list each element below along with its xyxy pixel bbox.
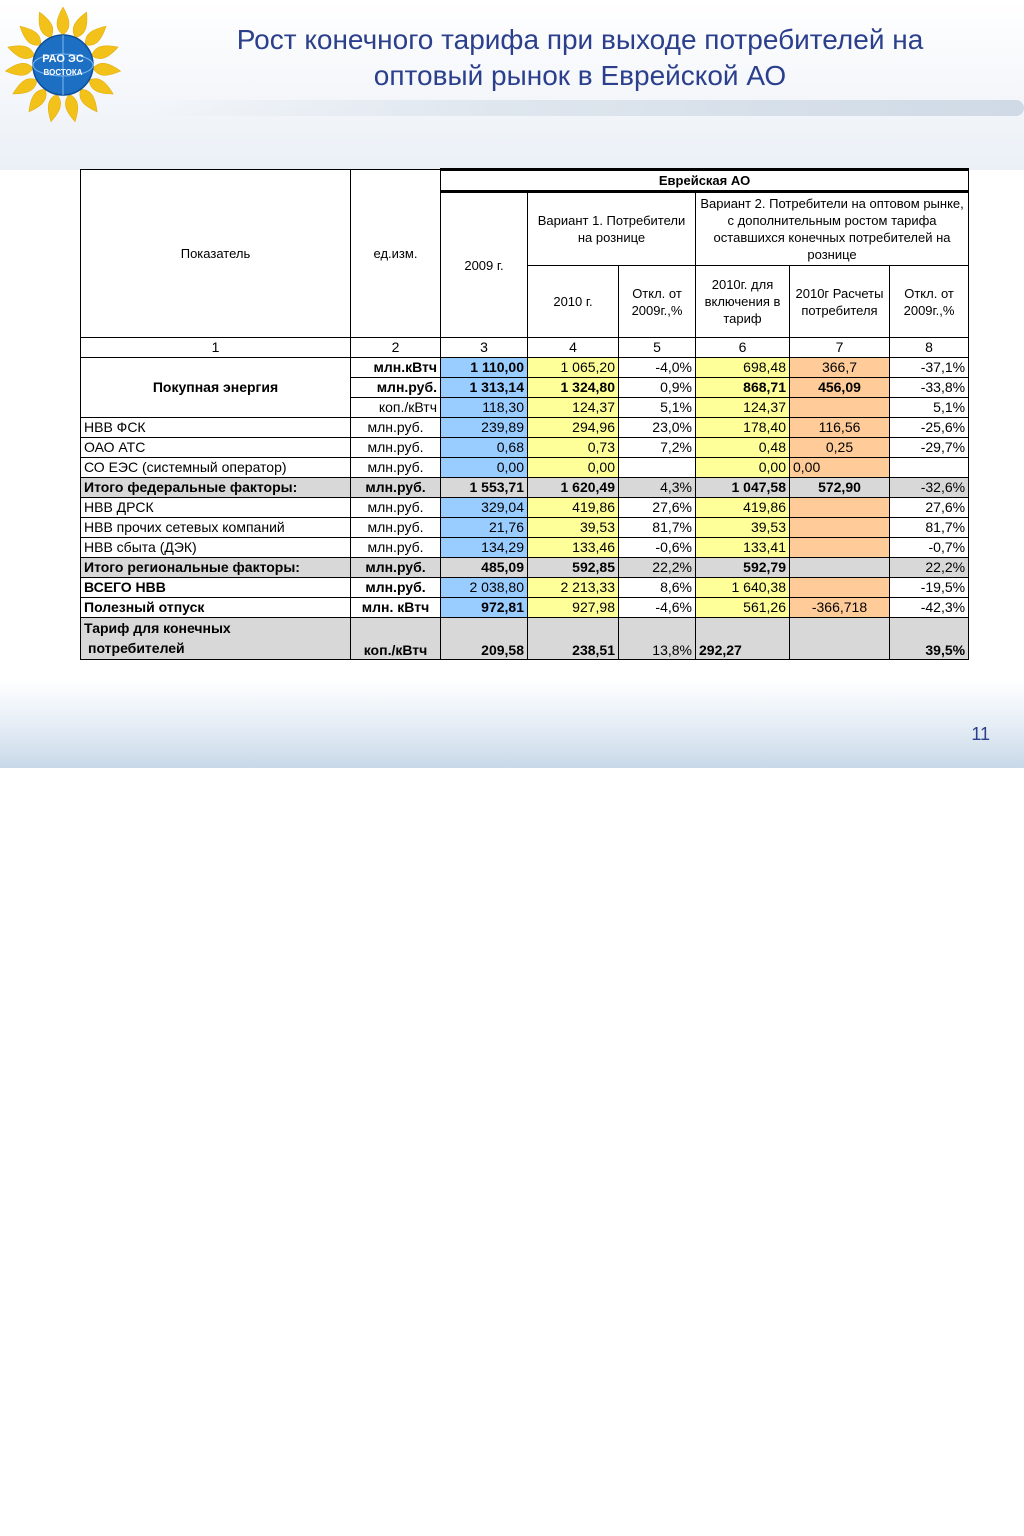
cell-2010-consumer-calc: 0,25 <box>790 438 890 458</box>
header-variant-1: Вариант 1. Потребители на рознице <box>528 192 696 266</box>
column-number: 6 <box>696 338 790 358</box>
cell-unit: млн.руб. <box>351 418 441 438</box>
cell-unit: коп./кВтч <box>351 398 441 418</box>
table-row <box>81 538 969 558</box>
column-number: 4 <box>528 338 619 358</box>
cell-deviation-1: 27,6% <box>619 498 696 518</box>
cell-deviation-2 <box>890 458 969 478</box>
cell-unit: млн.руб. <box>351 458 441 478</box>
cell-unit: млн.руб. <box>351 538 441 558</box>
cell-2010-consumer-calc: 366,7 <box>790 358 890 378</box>
header-2010-consumer-calc: 2010г Расчеты потребителя <box>790 266 890 338</box>
row-label: Итого региональные факторы: <box>81 558 351 578</box>
cell-2010-consumer-calc <box>790 538 890 558</box>
rao-es-vostoka-logo-icon <box>4 6 122 124</box>
column-number: 8 <box>890 338 969 358</box>
cell-deviation-1: 8,6% <box>619 578 696 598</box>
cell-deviation-1: 81,7% <box>619 518 696 538</box>
cell-deviation-1: -4,6% <box>619 598 696 618</box>
cell-2010-for-tariff: 561,26 <box>696 598 790 618</box>
row-label <box>81 618 351 660</box>
cell-2010-for-tariff: 133,41 <box>696 538 790 558</box>
cell-2009: 0,00 <box>441 458 528 478</box>
cell-2010-for-tariff: 0,00 <box>696 458 790 478</box>
cell-2010-consumer-calc: 0,00 <box>790 458 890 478</box>
cell-2010-consumer-calc: -366,718 <box>790 598 890 618</box>
header-deviation-1: Откл. от 2009г.,% <box>619 266 696 338</box>
cell-2010-for-tariff: 0,48 <box>696 438 790 458</box>
cell-deviation-2: -0,7% <box>890 538 969 558</box>
cell-deviation-1: -4,0% <box>619 358 696 378</box>
cell-deviation-2: -32,6% <box>890 478 969 498</box>
cell-2009: 118,30 <box>441 398 528 418</box>
table-row <box>81 458 969 478</box>
cell-2010-consumer-calc <box>790 558 890 578</box>
cell-2010: 294,96 <box>528 418 619 438</box>
column-numbers-row <box>81 338 969 358</box>
column-number: 1 <box>81 338 351 358</box>
tariff-table <box>80 168 969 660</box>
header-region: Еврейская АО <box>441 170 969 192</box>
cell-2009: 209,58 <box>441 618 528 660</box>
cell-2010: 592,85 <box>528 558 619 578</box>
cell-2010-consumer-calc <box>790 618 890 660</box>
cell-2009: 972,81 <box>441 598 528 618</box>
cell-2010-for-tariff: 419,86 <box>696 498 790 518</box>
cell-deviation-1: 0,9% <box>619 378 696 398</box>
cell-2010: 39,53 <box>528 518 619 538</box>
header-2010-for-tariff: 2010г. для включения в тариф <box>696 266 790 338</box>
title-divider <box>150 100 1024 116</box>
cell-2010-for-tariff: 1 640,38 <box>696 578 790 598</box>
cell-deviation-2: -29,7% <box>890 438 969 458</box>
page-number: 11 <box>971 724 990 744</box>
table-row <box>81 438 969 458</box>
row-label: Итого федеральные факторы: <box>81 478 351 498</box>
page-title-line: оптовый рынок в Еврейской АО <box>373 60 787 91</box>
row-label: НВВ прочих сетевых компаний <box>81 518 351 538</box>
cell-2010-consumer-calc: 456,09 <box>790 378 890 398</box>
cell-2010-for-tariff: 39,53 <box>696 518 790 538</box>
cell-2009: 134,29 <box>441 538 528 558</box>
header-2009: 2009 г. <box>441 192 528 338</box>
footer-swoosh <box>0 1383 1024 1536</box>
column-number: 3 <box>441 338 528 358</box>
cell-deviation-1: 23,0% <box>619 418 696 438</box>
header-deviation-2: Откл. от 2009г.,% <box>890 266 969 338</box>
row-label-line: потребителей <box>88 640 185 656</box>
cell-unit: коп./кВтч <box>351 618 441 660</box>
logo-text-line: РАО ЭС <box>42 53 84 65</box>
cell-2010: 419,86 <box>528 498 619 518</box>
cell-unit: млн. кВтч <box>351 598 441 618</box>
cell-2010-for-tariff: 592,79 <box>696 558 790 578</box>
cell-2010-consumer-calc: 572,90 <box>790 478 890 498</box>
cell-unit: млн.руб. <box>351 558 441 578</box>
cell-unit: млн.кВтч <box>351 358 441 378</box>
cell-unit: млн.руб. <box>351 378 441 398</box>
cell-2009: 0,68 <box>441 438 528 458</box>
row-label: Покупная энергия <box>81 358 351 418</box>
header-unit: ед.изм. <box>351 170 441 338</box>
cell-2010-for-tariff: 1 047,58 <box>696 478 790 498</box>
cell-2010-consumer-calc <box>790 518 890 538</box>
cell-deviation-1: -0,6% <box>619 538 696 558</box>
cell-unit: млн.руб. <box>351 498 441 518</box>
header-variant-2: Вариант 2. Потребители на оптовом рынке, с дополнительным ростом тарифа оставшихся конечных потребителей на рознице <box>696 192 969 266</box>
cell-2009: 485,09 <box>441 558 528 578</box>
cell-2010: 2 213,33 <box>528 578 619 598</box>
logo-text-line: ВОСТОКА <box>43 68 83 77</box>
row-label-line: Тариф для конечных <box>84 620 231 636</box>
cell-2009: 1 313,14 <box>441 378 528 398</box>
cell-deviation-2: -33,8% <box>890 378 969 398</box>
cell-2010-for-tariff: 292,27 <box>696 618 790 660</box>
cell-2010-for-tariff: 124,37 <box>696 398 790 418</box>
cell-2010: 1 620,49 <box>528 478 619 498</box>
cell-unit: млн.руб. <box>351 478 441 498</box>
cell-deviation-2: -25,6% <box>890 418 969 438</box>
cell-2010: 124,37 <box>528 398 619 418</box>
header-indicator: Показатель <box>81 170 351 338</box>
table-row <box>81 478 969 498</box>
cell-deviation-1: 13,8% <box>619 618 696 660</box>
cell-deviation-1: 4,3% <box>619 478 696 498</box>
column-number: 2 <box>351 338 441 358</box>
cell-2010-consumer-calc <box>790 498 890 518</box>
row-label: НВВ ДРСК <box>81 498 351 518</box>
table-row <box>81 598 969 618</box>
row-label: Полезный отпуск <box>81 598 351 618</box>
cell-unit: млн.руб. <box>351 438 441 458</box>
cell-deviation-2: 81,7% <box>890 518 969 538</box>
row-label: ОАО АТС <box>81 438 351 458</box>
cell-deviation-1 <box>619 458 696 478</box>
cell-2009: 1 553,71 <box>441 478 528 498</box>
cell-2009: 1 110,00 <box>441 358 528 378</box>
cell-2009: 329,04 <box>441 498 528 518</box>
cell-deviation-1: 5,1% <box>619 398 696 418</box>
cell-unit: млн.руб. <box>351 518 441 538</box>
cell-2009: 239,89 <box>441 418 528 438</box>
cell-2010: 0,73 <box>528 438 619 458</box>
cell-deviation-2: -19,5% <box>890 578 969 598</box>
cell-2010-for-tariff: 698,48 <box>696 358 790 378</box>
cell-deviation-1: 22,2% <box>619 558 696 578</box>
cell-2010: 0,00 <box>528 458 619 478</box>
cell-deviation-2: -42,3% <box>890 598 969 618</box>
column-number: 7 <box>790 338 890 358</box>
row-label: СО ЕЭС (системный оператор) <box>81 458 351 478</box>
table-row <box>81 578 969 598</box>
cell-2010-consumer-calc <box>790 578 890 598</box>
table-row <box>81 618 969 660</box>
cell-2010: 1 324,80 <box>528 378 619 398</box>
cell-2009: 2 038,80 <box>441 578 528 598</box>
cell-2009: 21,76 <box>441 518 528 538</box>
page-title-line: Рост конечного тарифа при выходе потребителей на <box>236 24 924 55</box>
table-row <box>81 498 969 518</box>
table-row <box>81 358 969 378</box>
cell-2010-for-tariff: 178,40 <box>696 418 790 438</box>
column-number: 5 <box>619 338 696 358</box>
row-label: ВСЕГО НВВ <box>81 578 351 598</box>
cell-deviation-2: 39,5% <box>890 618 969 660</box>
cell-2010-consumer-calc: 116,56 <box>790 418 890 438</box>
cell-2010: 927,98 <box>528 598 619 618</box>
cell-deviation-2: -37,1% <box>890 358 969 378</box>
row-label: НВВ сбыта (ДЭК) <box>81 538 351 558</box>
header-2010: 2010 г. <box>528 266 619 338</box>
cell-deviation-2: 5,1% <box>890 398 969 418</box>
table-row <box>81 558 969 578</box>
cell-2010-consumer-calc <box>790 398 890 418</box>
cell-unit: млн.руб. <box>351 578 441 598</box>
cell-deviation-1: 7,2% <box>619 438 696 458</box>
cell-2010: 238,51 <box>528 618 619 660</box>
table-row <box>81 418 969 438</box>
cell-2010: 1 065,20 <box>528 358 619 378</box>
row-label: НВВ ФСК <box>81 418 351 438</box>
page-title <box>150 22 1010 94</box>
footer-background <box>0 680 1024 768</box>
cell-deviation-2: 22,2% <box>890 558 969 578</box>
cell-deviation-2: 27,6% <box>890 498 969 518</box>
cell-2010-for-tariff: 868,71 <box>696 378 790 398</box>
table-row <box>81 518 969 538</box>
cell-2010: 133,46 <box>528 538 619 558</box>
